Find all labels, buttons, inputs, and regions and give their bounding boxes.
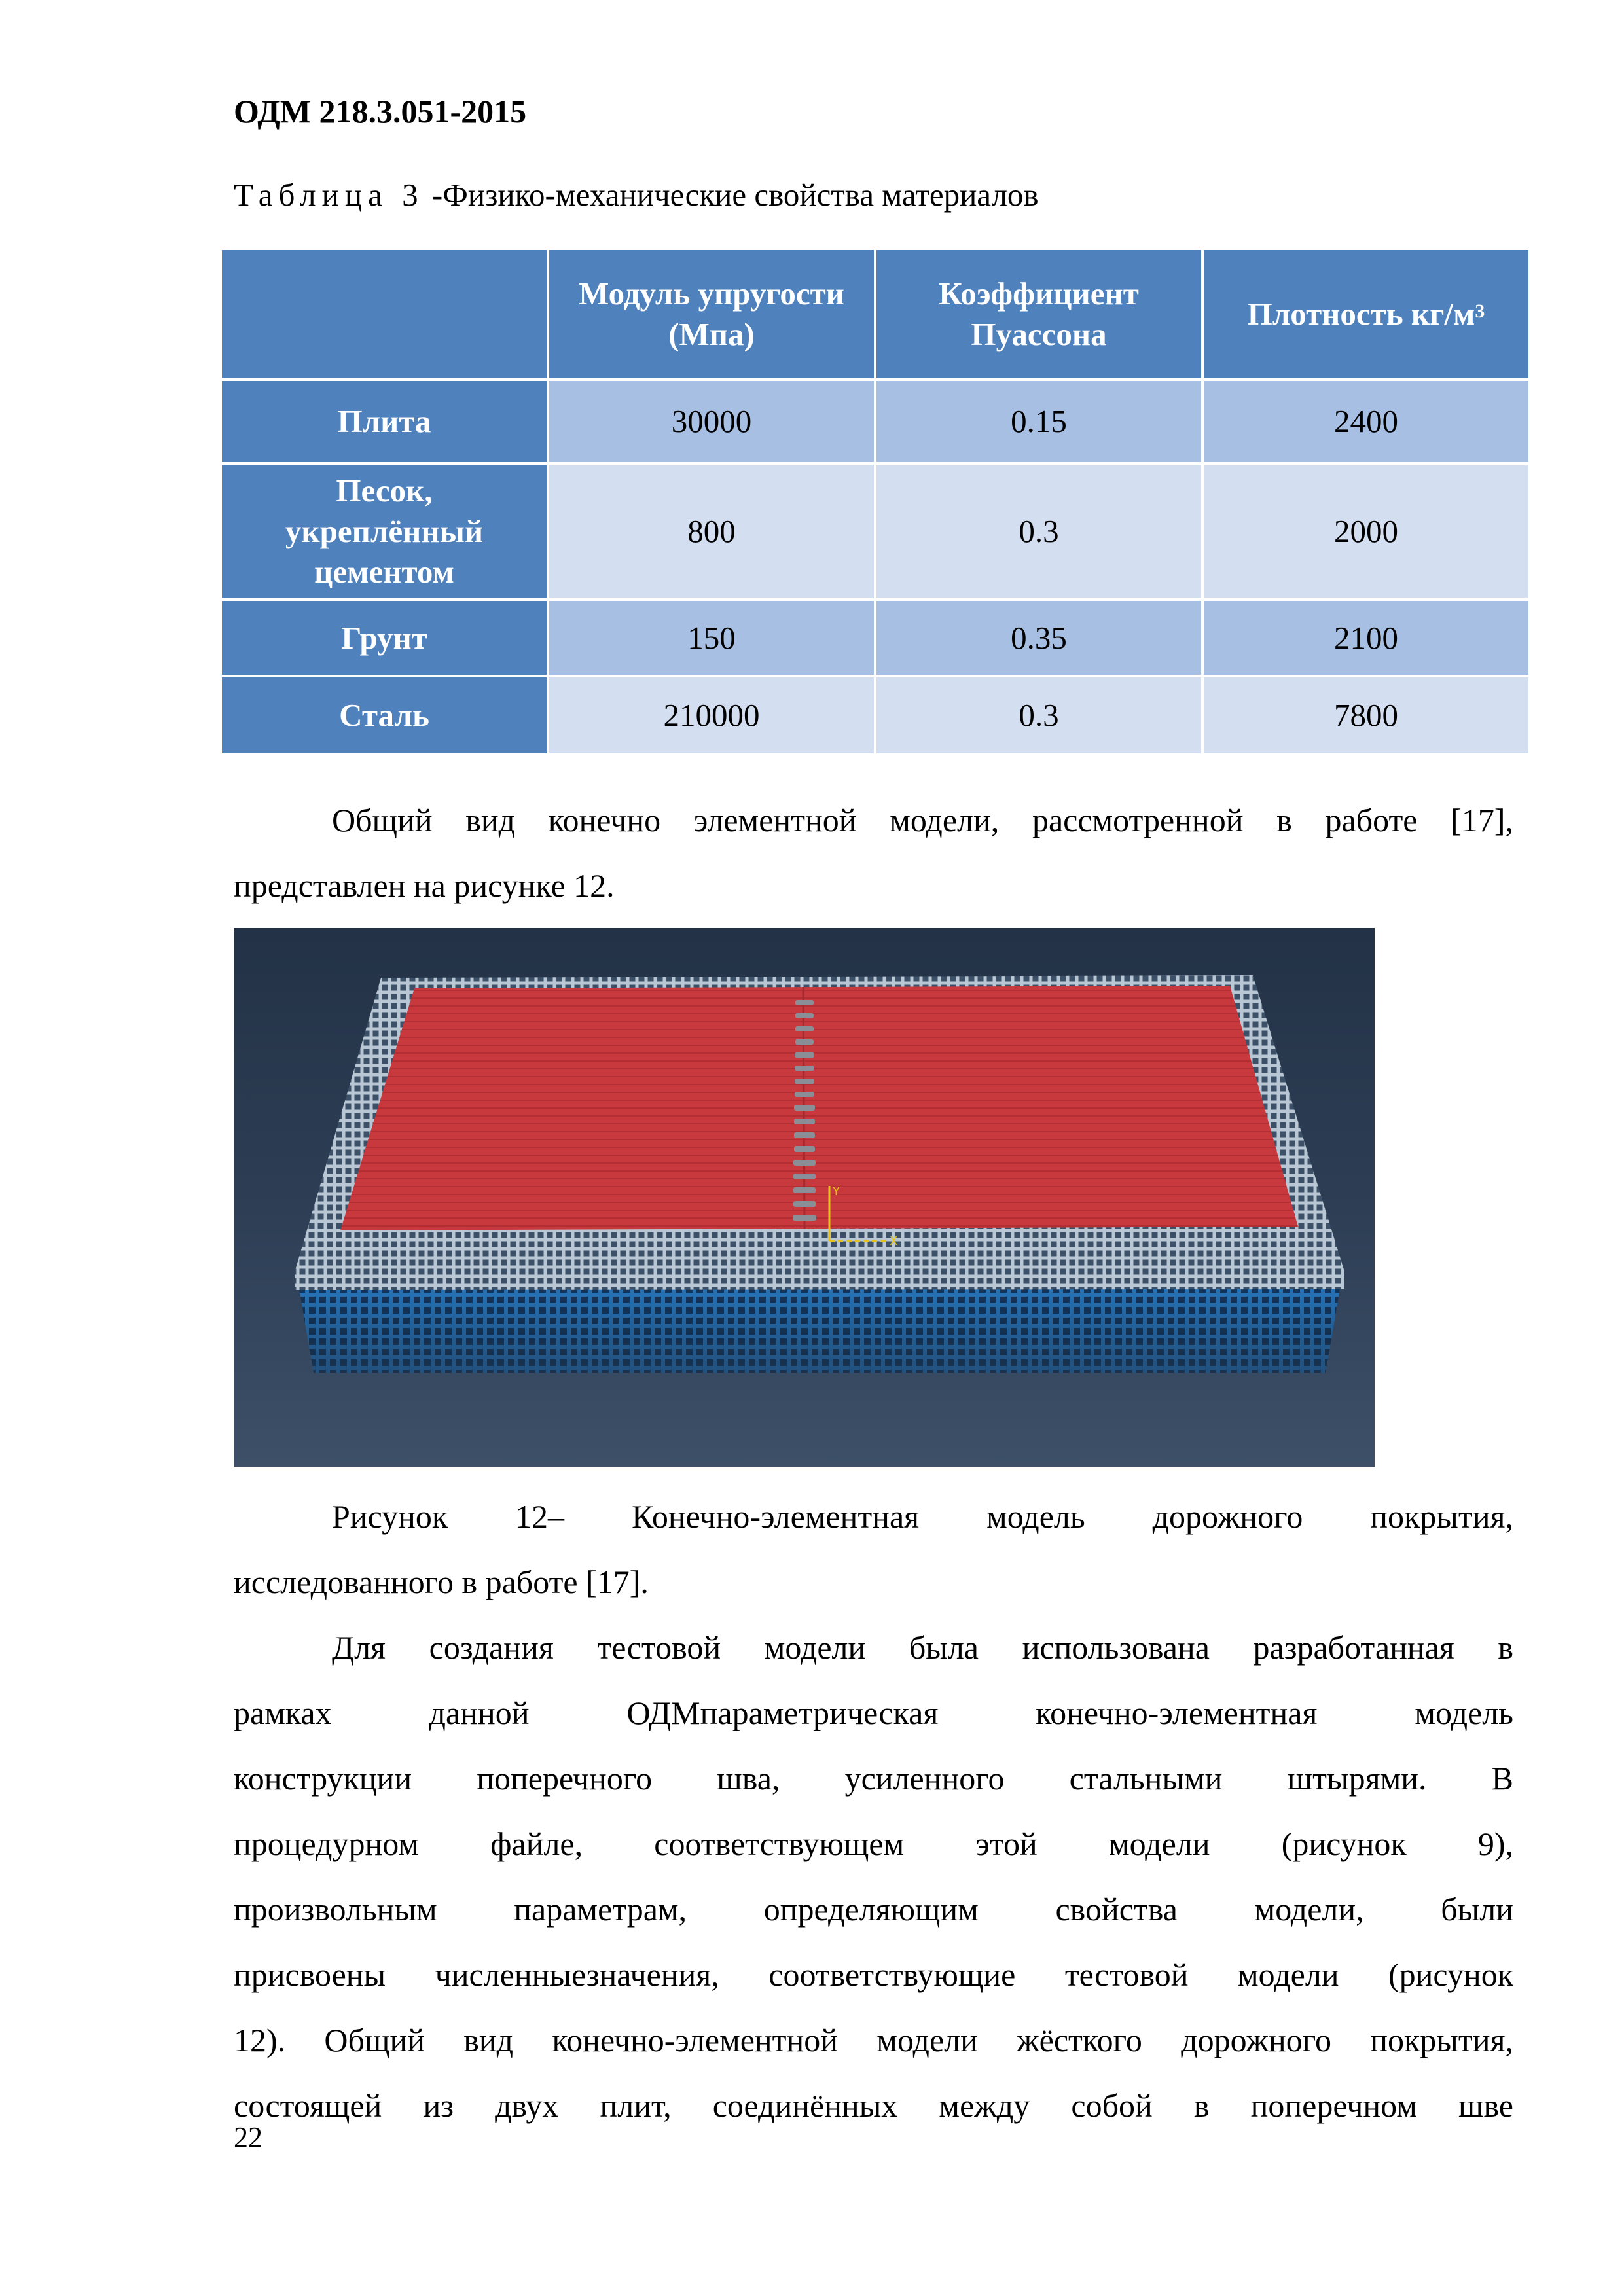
header-density <box>1202 249 1530 380</box>
table-caption-text: -Физико-механические свойства материалов <box>424 177 1039 213</box>
table-row <box>221 676 1530 755</box>
paragraph-test-model <box>234 1615 1513 2138</box>
paragraph-model-overview <box>234 787 1513 918</box>
fe-model-figure <box>234 928 1375 1467</box>
cell-poisson: 0.35 <box>875 600 1202 676</box>
cell-modulus: 30000 <box>548 380 875 463</box>
cell-density: 2400 <box>1202 380 1530 463</box>
text-line: представлен на рисунке 12. <box>234 867 615 904</box>
table-header-row <box>221 249 1530 380</box>
cell-density: 2100 <box>1202 600 1530 676</box>
text-line: присвоены численныезначения, соответствующие тестовой модели (рисунок <box>234 1956 1513 1993</box>
table-caption-label: Таблица 3 <box>234 177 424 213</box>
table-row <box>221 380 1530 463</box>
document-code: ОДМ 218.3.051-2015 <box>234 93 527 130</box>
table-row <box>221 600 1530 676</box>
text-line: процедурном файле, соответствующем этой модели (рисунок 9), <box>234 1825 1513 1862</box>
axis-x-label: X <box>890 1234 898 1248</box>
cell-modulus: 150 <box>548 600 875 676</box>
front-mesh-edge <box>295 1272 1344 1290</box>
text-line: Рисунок 12– Конечно-элементная модель дорожного покрытия, <box>332 1498 1513 1535</box>
text-line: состоящей из двух плит, соединённых между собой в поперечном шве <box>234 2087 1513 2124</box>
text-line: Для создания тестовой модели была использована разработанная в <box>332 1629 1513 1666</box>
header-modulus: Модуль упругости (Мпа) <box>548 249 875 380</box>
axis-y-label: Y <box>833 1185 840 1198</box>
header-poisson: Коэффициент Пуассона <box>875 249 1202 380</box>
text-line: конструкции поперечного шва, усиленного стальными штырями. В <box>234 1760 1513 1797</box>
cell-modulus: 210000 <box>548 676 875 755</box>
cell-poisson: 0.3 <box>875 463 1202 600</box>
header-density-exponent: 3 <box>1475 300 1485 322</box>
page-number: 22 <box>234 2121 262 2153</box>
cell-density: 2000 <box>1202 463 1530 600</box>
table-row <box>221 463 1530 600</box>
cell-poisson: 0.3 <box>875 676 1202 755</box>
row-name: Грунт <box>221 600 548 676</box>
text-line: произвольным параметрам, определяющим свойства модели, были <box>234 1891 1513 1928</box>
material-properties-table <box>219 247 1531 756</box>
header-density-label: Плотность кг/м <box>1247 296 1475 332</box>
fe-model-render <box>234 928 1375 1467</box>
row-name: Сталь <box>221 676 548 755</box>
text-line: 12). Общий вид конечно-элементной модели жёсткого дорожного покрытия, <box>234 2022 1513 2058</box>
concrete-slab <box>340 986 1298 1230</box>
figure-caption <box>234 1484 1513 1615</box>
cell-density: 7800 <box>1202 676 1530 755</box>
row-name: Песок, укреплённый цементом <box>221 463 548 600</box>
header-empty-cell <box>221 249 548 380</box>
text-line: рамках данной ОДМпараметрическая конечно-элементная модель <box>234 1695 1513 1731</box>
cell-modulus: 800 <box>548 463 875 600</box>
text-line: Общий вид конечно элементной модели, рассмотренной в работе [17], <box>332 802 1513 838</box>
row-name: Плита <box>221 380 548 463</box>
text-line: исследованного в работе [17]. <box>234 1564 649 1600</box>
cell-poisson: 0.15 <box>875 380 1202 463</box>
table-caption <box>234 175 1039 215</box>
